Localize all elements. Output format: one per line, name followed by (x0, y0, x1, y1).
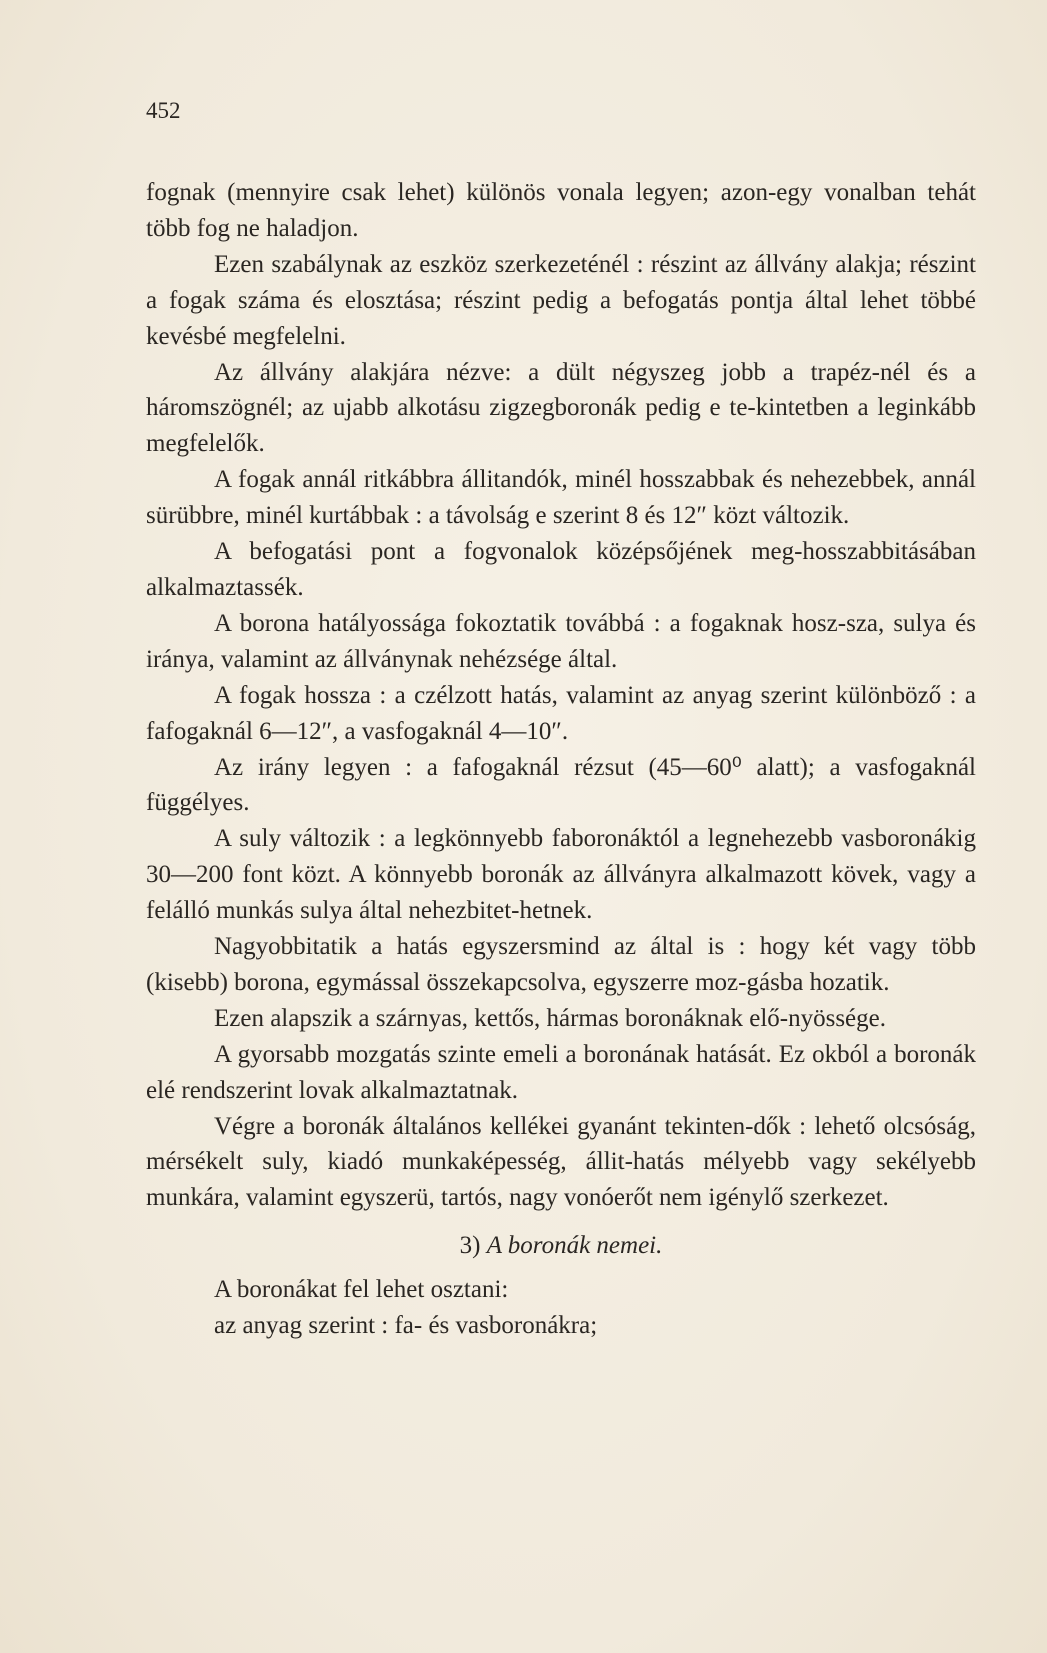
section-heading (146, 1228, 976, 1264)
paragraph: A fogak annál ritkábbra állitandók, minél hosszabbak és nehezebbek, annál sürübbre, minél kurtábbak : a távolság e szerint 8 és 12″ közt változik. (146, 466, 976, 530)
paragraph: A befogatási pont a fogvonalok középsőjének meg-hosszabbitásában alkalmaztassék. (146, 538, 976, 601)
section-heading-number: 3) (459, 1232, 481, 1260)
paragraph: Az állvány alakjára nézve: a dült négyszeg jobb a trapéz-nél és a háromszögnél; az ujabb alkotásu zigzegboronák pedig e te-kintetben a leginkább megfelelők. (146, 358, 976, 458)
paragraph: Ezen alapszik a szárnyas, kettős, hármas boronáknak elő-nyössége. (214, 1004, 886, 1032)
paragraph: A gyorsabb mozgatás szinte emeli a boronának hatását. Ez okból a boronák elé rendszerint lovak alkalmaztatnak. (146, 1040, 976, 1104)
body-line: az anyag szerint : fa- és vasboronákra; (214, 1312, 598, 1340)
paragraph: Végre a boronák általános kellékei gyanánt tekinten-dők : lehető olcsóság, mérsékelt suly, kiadó munkaképesség, állit-hatás mélyebb vagy sekélyebb munkára, valamint egyszerü, tartós, nagy vonóerőt nem igénylő szerkezet. (146, 1112, 976, 1212)
paragraph: Nagyobbitatik a hatás egyszersmind az által is : hogy két vagy több (kisebb) borona, egymással összekapcsolva, egyszerre moz-gásba hozatik. (146, 933, 976, 996)
paragraph: Az irány legyen : a fafogaknál rézsut (45—60⁰ alatt); a vasfogaknál függélyes. (146, 753, 976, 817)
paragraph: A borona hatályossága fokoztatik továbbá : a fogaknak hosz-sza, sulya és iránya, valamint az állványnak nehézsége által. (146, 609, 976, 673)
body-text (146, 175, 976, 1344)
section-heading-title: A boronák nemei. (486, 1232, 663, 1260)
paragraph: fognak (mennyire csak lehet) különös vonala legyen; azon-egy vonalban tehát több fog ne haladjon. (146, 179, 976, 242)
paragraph: A suly változik : a legkönnyebb faboronáktól a legnehezebb vasboronákig 30—200 font közt. A könnyebb boronák az állványra alkalmazott kövek, vagy a felálló munkás sulya által nehezbitet-hetnek. (146, 825, 976, 925)
page-number: 452 (146, 98, 181, 123)
body-line: A boronákat fel lehet osztani: (214, 1276, 509, 1304)
paragraph: Ezen szabálynak az eszköz szerkezeténél : részint az állvány alakja; részint a fogak száma és elosztása; részint pedig a befogatás pontja által lehet többé kevésbé megfelelni. (146, 250, 976, 350)
paragraph: A fogak hossza : a czélzott hatás, valamint az anyag szerint különböző : a fafogaknál 6—12″, a vasfogaknál 4—10″. (146, 681, 976, 745)
